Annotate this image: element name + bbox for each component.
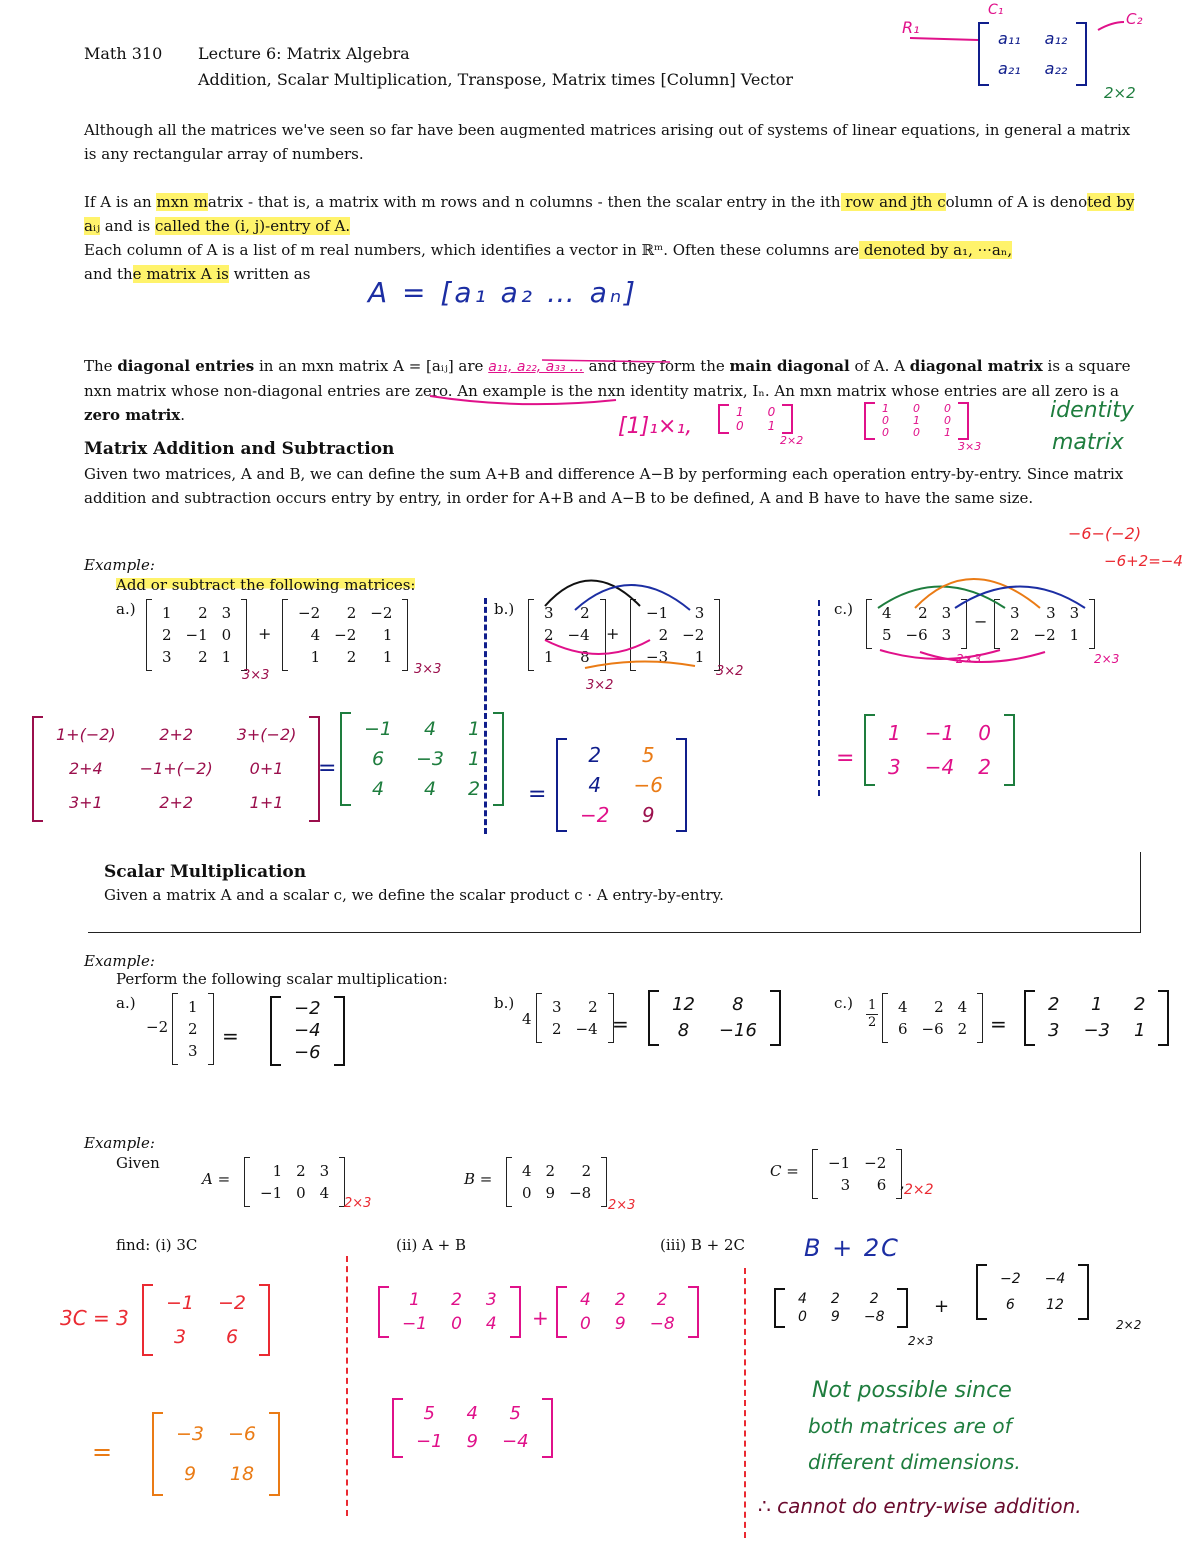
ex3-B2C-plus: + (934, 1296, 950, 1317)
ex3-3C-equals: = (92, 1438, 113, 1466)
ex3-separator-2 (744, 1268, 746, 1538)
corner-matrix: a₁₁ a₁₂ a₂₁ a₂₂ (978, 22, 1087, 86)
scalar-b-matrix: 3 2 2 −4 (536, 994, 614, 1042)
identity-2x2: 1 0 0 1 (718, 404, 793, 434)
ex3-C-comma: , (900, 1174, 905, 1192)
conclusion-line-1: Not possible since (812, 1378, 1012, 1403)
scalar-a-label: a.) (116, 994, 136, 1012)
identity-3x3-size: 3×3 (958, 440, 982, 453)
scalar-c-matrix: 4 2 4 6 −6 2 (882, 994, 983, 1042)
addition-heading: Matrix Addition and Subtraction (84, 439, 395, 459)
add-b-equals: = (528, 782, 547, 807)
add-c-right-size: 2×3 (1094, 652, 1120, 666)
addition-example-label: Example: (84, 556, 155, 574)
identity-label-2: matrix (1052, 430, 1124, 455)
ex3-A-size: 2×3 (344, 1196, 372, 1211)
add-b-plus: + (606, 624, 620, 643)
corner-row-arrow (910, 38, 978, 40)
ex3-AB-left: 1 2 3 −1 0 4 (378, 1286, 521, 1338)
ex3-find-1: find: (i) 3C (116, 1236, 198, 1254)
add-a-equals: = (318, 756, 337, 781)
add-a-work-matrix: 1+(−2) 2+2 3+(−2) 2+4 −1+(−2) 0+1 3+1 2+2 1+1 (32, 716, 320, 822)
add-c-minus: − (974, 612, 988, 631)
conclusion-line-3: different dimensions. (808, 1450, 1021, 1474)
hand-note-1: −6−(−2) (1068, 524, 1142, 543)
scalar-b-label: b.) (494, 994, 515, 1012)
scalar-c-equals: = (990, 1012, 1007, 1036)
add-separator-2 (818, 600, 820, 796)
conclusion-line-4: ∴ cannot do entry-wise addition. (758, 1494, 1082, 1518)
hand-note-2: −6+2=−4 (1104, 552, 1183, 570)
ex3-find-2: (ii) A + B (396, 1236, 467, 1254)
add-b-label: b.) (494, 600, 515, 618)
scalar-a-result: −2 −4 −6 (270, 996, 345, 1066)
ex3-A-matrix: 1 2 3 −1 0 4 (244, 1158, 345, 1206)
ex3-3C-result: −3 −6 9 18 (152, 1412, 280, 1496)
add-b-right-matrix: −1 3 2 −2 −3 1 (630, 600, 720, 670)
add-b-right-size: 3×2 (716, 664, 744, 679)
intro-paragraph-1: Although all the matrices we've seen so far have been augmented matrices arising out of systems of linear equations, in general a matrix is any rectangular array of numbers. (84, 121, 1131, 163)
ex3-label: Example: (84, 1134, 155, 1152)
add-a-left-size: 3×3 (242, 668, 270, 683)
add-a-result-matrix: −1 4 1 6 −3 1 4 4 2 (340, 712, 504, 806)
scalar-a-matrix: 1 2 3 (172, 994, 214, 1064)
scalar-a-equals: = (222, 1024, 239, 1048)
add-a-right-matrix: −2 2 −2 4 −2 1 1 2 1 (282, 600, 408, 670)
lecture-subtitle: Addition, Scalar Multiplication, Transpose, Matrix times [Column] Vector (198, 70, 794, 89)
addition-paragraph: Given two matrices, A and B, we can define the sum A+B and difference A−B by performing each operation entry-by-entry. Since matrix addition and subtraction occurs entry by entry, in order for A+B and A−B to be defined, A and B have to have the same size. (84, 465, 1124, 507)
scalar-example-label: Example: (84, 952, 155, 970)
conclusion-line-2: both matrices are of (808, 1414, 1012, 1438)
scalar-instruction: Perform the following scalar multiplication: (116, 970, 448, 988)
ex3-AB-result: 5 4 5 −1 9 −4 (392, 1398, 553, 1458)
identity-2x2-size: 2×2 (780, 434, 804, 447)
ex3-B2C-left-size: 2×3 (908, 1334, 934, 1348)
ex3-B-size: 2×3 (608, 1198, 636, 1213)
arc-c-5 (920, 652, 1045, 662)
add-b-left-matrix: 3 2 2 −4 1 8 (528, 600, 606, 670)
ex3-B-label: B = (464, 1170, 493, 1188)
ex3-find-3: (iii) B + 2C (660, 1236, 746, 1254)
corner-col-arrow (1098, 22, 1124, 30)
add-c-result-matrix: 1 −1 0 3 −4 2 (864, 714, 1015, 786)
scalar-b-result: 12 8 8 −16 (648, 990, 781, 1046)
ex3-B2C-right: −2 −4 6 12 (976, 1264, 1089, 1320)
scalar-a-scalar: −2 (146, 1018, 169, 1036)
identity-3x3: 1 0 0 0 1 0 0 0 1 (864, 402, 969, 440)
ex3-C-matrix: −1 −2 3 6 (812, 1150, 902, 1198)
ex3-AB-right: 4 2 2 0 9 −8 (556, 1286, 699, 1338)
scalar-paragraph: Given a matrix A and a scalar c, we define the scalar product c · A entry-by-entry. (104, 886, 724, 904)
diagonal-paragraph: The diagonal entries in an mxn matrix A = [aᵢⱼ] are a₁₁, a₂₂, a₃₃ … and they form the main diagonal of A. A diagonal matrix is a square nxn matrix whose non-diagonal entries are zero. An example is the nxn identity matrix, Iₙ. An mxn matrix whose entries are all zero is a zero matrix. (84, 357, 1131, 424)
add-a-right-size: 3×3 (414, 662, 442, 677)
course-title: Math 310 (84, 44, 163, 63)
ex3-separator-1 (346, 1256, 348, 1516)
add-c-equals: = (836, 746, 855, 771)
identity-1x1: [1]₁×₁, (618, 414, 693, 439)
ex3-AB-plus: + (532, 1306, 549, 1330)
add-b-left-size: 3×2 (586, 678, 614, 693)
scalar-c-label: c.) (834, 994, 854, 1012)
identity-label-1: identity (1050, 398, 1134, 423)
ex3-C-label: C = (770, 1162, 799, 1180)
scalar-c-result: 2 1 2 3 −3 1 (1024, 990, 1169, 1046)
ex3-3C-matrix: −1 −2 3 6 (142, 1284, 270, 1356)
add-a-label: a.) (116, 600, 136, 618)
lecture-title: Lecture 6: Matrix Algebra (198, 44, 410, 63)
add-c-left-size: 2×3 (956, 652, 982, 666)
add-a-plus: + (258, 624, 272, 643)
addition-instruction: Add or subtract the following matrices: (116, 576, 416, 594)
corner-row-label: R₁ (902, 18, 920, 37)
corner-size: 2×2 (1104, 84, 1136, 102)
ex3-B-matrix: 4 2 2 0 9 −8 (506, 1158, 607, 1206)
ex3-C-size: 2×2 (904, 1182, 934, 1198)
corner-col2-label: C₂ (1126, 10, 1143, 28)
scalar-heading: Scalar Multiplication (104, 862, 307, 882)
ex3-given: Given (116, 1154, 160, 1172)
scalar-b-scalar: 4 (522, 1010, 532, 1028)
ex3-B2C-title: B + 2C (804, 1234, 900, 1262)
intro-paragraph-2: If A is an mxn matrix - that is, a matrix with m rows and n columns - then the scalar entry in the ith row and jth column of A is denoted by aᵢⱼ and is called the (i, j)-entry of A. (84, 193, 1135, 235)
add-c-left-matrix: 4 2 3 5 −6 3 (866, 600, 967, 648)
ex3-B2C-left: 4 2 2 0 9 −8 (774, 1288, 908, 1328)
corner-col-label: C₁ (988, 2, 1004, 18)
arc-c-4 (880, 650, 1000, 659)
ex3-3C-label: 3C = 3 (60, 1306, 129, 1330)
add-c-right-matrix: 3 3 3 2 −2 1 (994, 600, 1095, 648)
scalar-b-equals: = (612, 1012, 629, 1036)
ex3-B2C-right-size: 2×2 (1116, 1318, 1142, 1332)
add-a-left-matrix: 1 2 3 2 −1 0 3 2 1 (146, 600, 247, 670)
intro-paragraph-3: Each column of A is a list of m real numbers, which identifies a vector in ℝᵐ. Often these columns are denoted by a₁, ···aₙ, and the matrix A is written as (84, 241, 1013, 283)
add-b-result-matrix: 2 5 4 −6 −2 9 (556, 738, 687, 832)
columns-notation: A = [a₁ a₂ … aₙ] (368, 276, 639, 309)
scalar-c-fraction: 1 2 (868, 998, 877, 1030)
add-c-label: c.) (834, 600, 854, 618)
ex3-A-label: A = (202, 1170, 231, 1188)
